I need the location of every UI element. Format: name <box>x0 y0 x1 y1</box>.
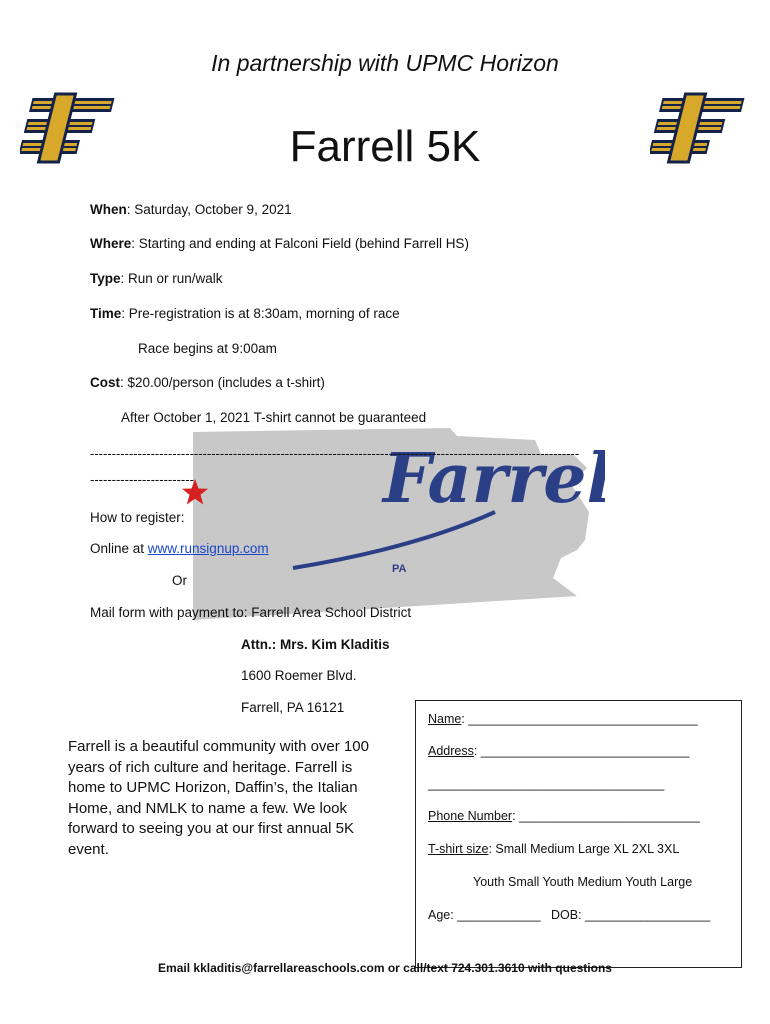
type-value: : Run or run/walk <box>120 271 223 286</box>
type-line <box>90 271 223 286</box>
tshirt-note: After October 1, 2021 T-shirt cannot be guaranteed <box>121 410 427 425</box>
where-value: : Starting and ending at Falconi Field (behind Farrell HS) <box>131 236 469 251</box>
name-blank: : _________________________________ <box>461 712 698 726</box>
cost-label: Cost <box>90 375 120 390</box>
time-value: : Pre-registration is at 8:30am, morning of race <box>121 306 400 321</box>
map-credit: Designed by TownMapsUSA.com <box>480 622 584 629</box>
address-line-1: 1600 Roemer Blvd. <box>241 668 357 683</box>
register-heading: How to register: <box>90 510 185 525</box>
cost-line <box>90 375 325 390</box>
map-state-label: PA <box>392 563 407 575</box>
map-script-word: Farre <box>383 439 587 519</box>
phone-blank: : __________________________ <box>512 809 700 823</box>
separator-line-1: ----------------------------------------------------------------------------------------------------------------- <box>90 446 580 461</box>
where-line <box>90 236 469 251</box>
tshirt-size-label: T-shirt size <box>428 842 489 856</box>
race-begins-line: Race begins at 9:00am <box>138 341 277 356</box>
runsignup-link[interactable]: www.runsignup.com <box>147 541 269 556</box>
phone-label: Phone Number <box>428 809 513 823</box>
name-field[interactable] <box>428 712 698 726</box>
address-line-2: Farrell, PA 16121 <box>241 700 345 715</box>
online-prefix: Online at <box>90 541 148 556</box>
attn-line: Attn.: Mrs. Kim Kladitis <box>241 637 390 652</box>
where-label: Where <box>90 236 132 251</box>
address-field[interactable] <box>428 744 689 758</box>
separator-line-2: ------------------------ <box>90 472 194 487</box>
contact-footer: Email kkladitis@farrellareaschools.com or call/text 724.301.3610 with questions <box>158 961 612 975</box>
time-label: Time <box>90 306 122 321</box>
when-value: : Saturday, October 9, 2021 <box>126 202 292 217</box>
address-field-line-2[interactable]: __________________________________ <box>428 777 665 791</box>
type-label: Type <box>90 271 121 286</box>
registration-form <box>415 700 742 968</box>
when-line <box>90 202 292 217</box>
cost-value: : $20.00/person (includes a t-shirt) <box>120 375 325 390</box>
partnership-subtitle: In partnership with UPMC Horizon <box>211 50 559 76</box>
when-label: When <box>90 202 127 217</box>
name-label: Name <box>428 712 462 726</box>
time-line <box>90 306 400 321</box>
community-paragraph: Farrell is a beautiful community with over 100 years of rich culture and heritage. Farrell is home to UPMC Horizon, Daffin’s, the Italian Home, and NMLK to name a few. We look forward to seeing you at our first annual 5K event. <box>68 738 369 858</box>
address-label: Address <box>428 744 474 758</box>
youth-sizes[interactable]: Youth Small Youth Medium Youth Large <box>473 875 693 889</box>
address-blank: : ______________________________ <box>473 744 690 758</box>
tshirt-size-field[interactable] <box>428 842 679 856</box>
adult-sizes: : Small Medium Large XL 2XL 3XL <box>488 842 680 856</box>
phone-field[interactable] <box>428 809 700 823</box>
age-field[interactable]: Age: ____________ <box>428 908 541 922</box>
or-text: Or <box>172 573 187 588</box>
page-title: Farrell 5K <box>289 122 481 171</box>
dob-field[interactable]: DOB: __________________ <box>551 908 711 922</box>
online-line <box>90 541 269 556</box>
mail-instructions: Mail form with payment to: Farrell Area School District <box>90 605 412 620</box>
